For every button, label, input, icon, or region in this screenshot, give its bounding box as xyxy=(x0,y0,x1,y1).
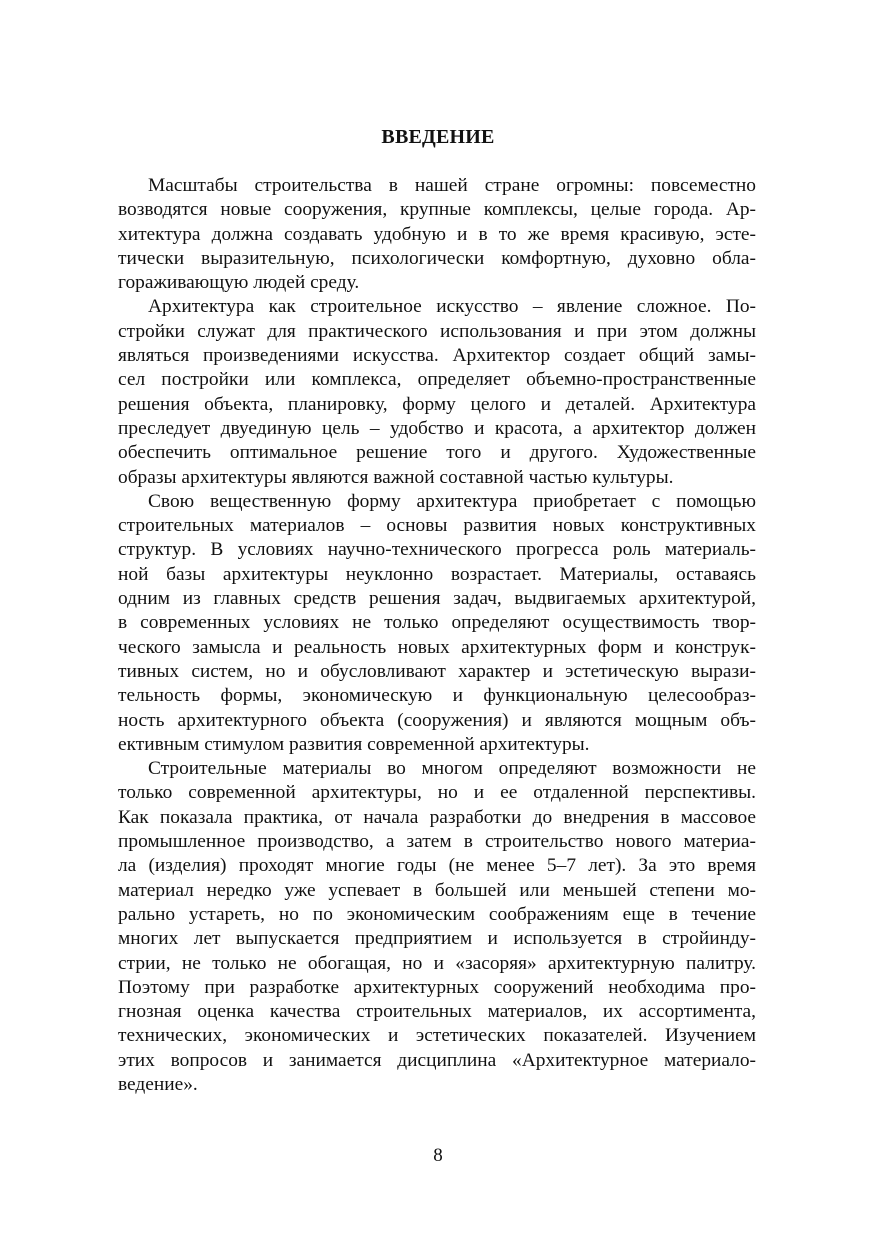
paragraph-3-line: строительных материалов – основы развития новых конструктивных xyxy=(118,515,756,537)
paragraph-3-line: ность архитектурного объекта (сооружения) и являются мощным объ- xyxy=(118,709,756,731)
paragraph-1-line: тически выразительную, психологически комфортную, духовно обла- xyxy=(118,247,756,269)
paragraph-4-line: рально устареть, но по экономическим соображениям еще в течение xyxy=(118,903,756,925)
paragraph-4-line: многих лет выпускается предприятием и используется в стройинду- xyxy=(118,928,756,950)
paragraph-4-line: ведение». xyxy=(118,1073,198,1095)
paragraph-2-line: обеспечить оптимальное решение того и другого. Художественные xyxy=(118,442,756,464)
paragraph-3-line: в современных условиях не только определяют осуществимость твор- xyxy=(118,612,756,634)
paragraph-4-line: Строительные материалы во многом определяют возможности не xyxy=(148,758,756,780)
body-text xyxy=(118,174,756,1097)
paragraph-2-line: решения объекта, планировку, форму целого и деталей. Архитектура xyxy=(118,393,756,415)
paragraph-4-line: промышленное производство, а затем в строительство нового материа- xyxy=(118,831,756,853)
paragraph-4-line: Как показала практика, от начала разработки до внедрения в массовое xyxy=(118,806,756,828)
paragraph-4-line: только современной архитектуры, но и ее отдаленной перспективы. xyxy=(118,782,756,804)
paragraph-2-line: стройки служат для практического использования и при этом должны xyxy=(118,320,756,342)
paragraph-4-line: гнозная оценка качества строительных материалов, их ассортимента, xyxy=(118,1001,756,1023)
paragraph-2-line: образы архитектуры являются важной составной частью культуры. xyxy=(118,466,674,488)
paragraph-3-line: ческого замысла и реальность новых архитектурных форм и конструк- xyxy=(118,636,756,658)
paragraph-4-line: материал нередко уже успевает в большей или меньшей степени мо- xyxy=(118,879,756,901)
paragraph-4-line: ла (изделия) проходят многие годы (не менее 5–7 лет). За это время xyxy=(118,855,756,877)
paragraph-4-line: этих вопросов и занимается дисциплина «Архитектурное материало- xyxy=(118,1049,756,1071)
paragraph-1-line: хитектура должна создавать удобную и в то же время красивую, эсте- xyxy=(118,223,756,245)
paragraph-3-line: ной базы архитектуры неуклонно возрастает. Материалы, оставаясь xyxy=(118,563,756,585)
paragraph-1-line: гораживающую людей среду. xyxy=(118,272,360,294)
paragraph-4-line: стрии, не только не обогащая, но и «засоряя» архитектурную палитру. xyxy=(118,952,756,974)
page-number: 8 xyxy=(433,1145,443,1166)
paragraph-2-line: сел постройки или комплекса, определяет объемно-пространственные xyxy=(118,369,756,391)
paragraph-2-line: Архитектура как строительное искусство – явление сложное. По- xyxy=(148,296,756,318)
page-title: ВВЕДЕНИЕ xyxy=(381,126,495,148)
paragraph-3-line: структур. В условиях научно-технического прогресса роль материаль- xyxy=(118,539,756,561)
paragraph-3-line: тивных систем, но и обусловливают характер и эстетическую вырази- xyxy=(118,660,756,682)
paragraph-2-line: преследует двуединую цель – удобство и красота, а архитектор должен xyxy=(118,417,756,439)
paragraph-2-line: являться произведениями искусства. Архитектор создает общий замы- xyxy=(118,345,756,367)
paragraph-3-line: тельность формы, экономическую и функциональную целесообраз- xyxy=(118,685,756,707)
paragraph-4-line: технических, экономических и эстетических показателей. Изучением xyxy=(118,1025,756,1047)
paragraph-1-line: Масштабы строительства в нашей стране огромны: повсеместно xyxy=(148,175,756,196)
paragraph-4-line: Поэтому при разработке архитектурных сооружений необходима про- xyxy=(118,976,756,998)
paragraph-3-line: ективным стимулом развития современной архитектуры. xyxy=(118,733,590,755)
paragraph-1-line: возводятся новые сооружения, крупные комплексы, целые города. Ар- xyxy=(118,199,756,221)
paragraph-3-line: Свою вещественную форму архитектура приобретает с помощью xyxy=(148,490,756,512)
paragraph-3-line: одним из главных средств решения задач, выдвигаемых архитектурой, xyxy=(118,588,756,610)
